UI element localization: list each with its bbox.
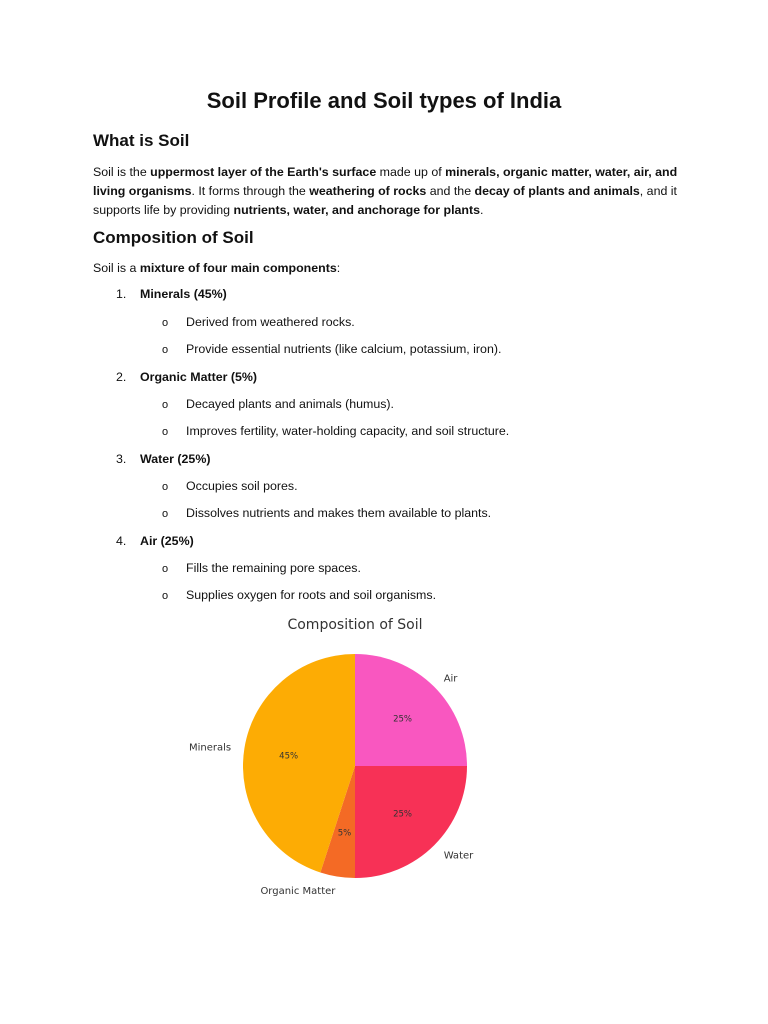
bullet-mark: o [162, 563, 169, 575]
list-number: 3. [116, 452, 127, 466]
bullet-mark: o [162, 481, 169, 493]
bullet-mark: o [162, 426, 169, 438]
bullet-item [162, 479, 298, 493]
pie-slice-air [355, 654, 467, 766]
pie-value-label: 5% [337, 828, 352, 839]
pie-value-label: 25% [393, 714, 412, 725]
list-item-label: Minerals (45%) [140, 287, 227, 301]
bullet-text: Fills the remaining pore spaces. [186, 561, 361, 575]
bullet-item [162, 315, 355, 329]
text-run: Soil is the [93, 165, 151, 179]
bullet-text: Dissolves nutrients and makes them available to plants. [186, 506, 492, 520]
pie-slice-name: Water [443, 850, 474, 862]
pie-chart-svg [160, 605, 500, 905]
bullet-item [162, 342, 501, 356]
text-run: and the [426, 184, 475, 198]
pie-value-label: 25% [393, 809, 412, 820]
list-item-label: Organic Matter (5%) [140, 370, 258, 384]
bold-text: weathering of rocks [309, 184, 427, 198]
bullet-mark: o [162, 317, 169, 329]
bold-text: uppermost layer of the Earth's surface [150, 165, 377, 179]
bullet-text: Occupies soil pores. [186, 479, 298, 493]
bullet-item [162, 424, 509, 438]
bullet-text: Derived from weathered rocks. [186, 315, 355, 329]
bullet-item [162, 397, 394, 411]
bullet-item [162, 588, 436, 602]
bold-text: decay of plants and animals [474, 184, 640, 198]
text-run: Soil is a [93, 261, 140, 275]
text-run: : [336, 261, 341, 275]
pie-chart [160, 605, 500, 905]
pie-slice-name: Minerals [188, 742, 232, 754]
list-item-label: Water (25%) [140, 452, 211, 466]
chart-title: Composition of Soil [287, 617, 423, 633]
list-number: 4. [116, 534, 127, 548]
text-run: . [480, 203, 484, 217]
bold-text: mixture of four main components [139, 261, 337, 275]
section-heading-what-is-soil: What is Soil [93, 131, 190, 150]
bullet-text: Decayed plants and animals (humus). [186, 397, 394, 411]
bullet-mark: o [162, 508, 169, 520]
pie-slice-name: Air [443, 673, 458, 685]
composition-intro [93, 259, 683, 278]
list-item-water [116, 452, 210, 466]
what-is-soil-paragraph [93, 163, 683, 220]
section-heading-composition: Composition of Soil [93, 228, 254, 247]
text-run: . It forms through the [191, 184, 310, 198]
list-number: 1. [116, 287, 127, 301]
bullet-mark: o [162, 590, 169, 602]
page-title: Soil Profile and Soil types of India [206, 88, 562, 113]
bullet-text: Provide essential nutrients (like calcium, potassium, iron). [186, 342, 502, 356]
list-item-organic-matter [116, 370, 257, 384]
bullet-mark: o [162, 344, 169, 356]
bullet-item [162, 506, 491, 520]
text-run: , and it supports life by providing [93, 184, 677, 217]
bold-text: minerals, organic matter, water, air, and living organisms [93, 165, 678, 198]
list-item-minerals [116, 287, 227, 301]
bullet-item [162, 561, 361, 575]
pie-slices [243, 654, 467, 878]
bullet-text: Improves fertility, water-holding capacity, and soil structure. [186, 424, 510, 438]
bold-text: nutrients, water, and anchorage for plants [233, 203, 480, 217]
list-number: 2. [116, 370, 127, 384]
bullet-mark: o [162, 399, 169, 411]
pie-value-label: 45% [279, 751, 299, 762]
list-item-label: Air (25%) [140, 534, 194, 548]
text-run: made up of [376, 165, 446, 179]
list-item-air [116, 534, 194, 548]
bullet-text: Supplies oxygen for roots and soil organisms. [186, 588, 437, 602]
pie-slice-name: Organic Matter [260, 885, 336, 897]
